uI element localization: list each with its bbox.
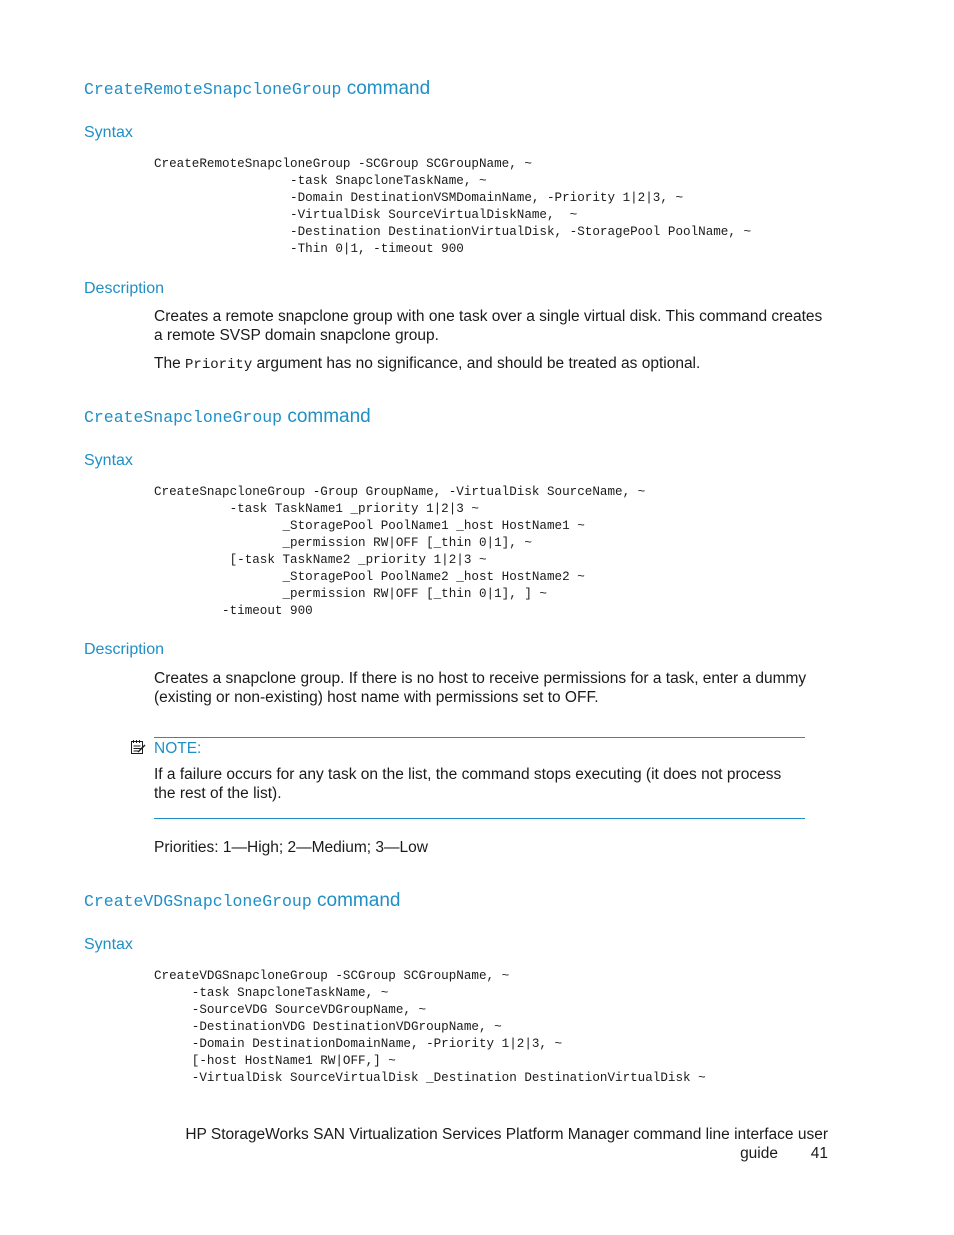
page-number: 41: [810, 1145, 828, 1162]
note-top-rule: [154, 737, 805, 738]
description-paragraph-priority: [154, 354, 826, 375]
note-bottom-rule: [154, 818, 805, 819]
text-run: argument has no significance, and should be treated as optional.: [252, 355, 701, 372]
note-label: NOTE:: [154, 740, 202, 757]
syntax-code-block: CreateRemoteSnapcloneGroup -SCGroup SCGroupName, ~ -task SnapcloneTaskName, ~ -Domain DestinationVSMDomainName, -Priority 1|2|3, ~ -VirtualDisk SourceVirtualDiskName, ~ -Destination DestinationVirtualDisk, -StoragePool PoolName, ~ -Thin 0|1, -timeout 900: [154, 157, 752, 256]
description-label: Description: [84, 280, 165, 297]
note-pad-icon: [130, 739, 146, 755]
section-heading-create-vdg-snapclone-group: [84, 890, 400, 913]
command-name: CreateVDGSnapcloneGroup: [84, 892, 312, 911]
syntax-code-block: CreateSnapcloneGroup -Group GroupName, -VirtualDisk SourceName, ~ -task TaskName1 _priority 1|2|3 ~ _StoragePool PoolName1 _host HostName1 ~ _permission RW|OFF [_thin 0|1], ~ [-task TaskName2 _priority 1|2|3 ~ _StoragePool PoolName2 _host HostName2 ~ _permission RW|OFF [_thin 0|1], ] ~ -timeout 900: [154, 485, 646, 618]
footer-title-line1: HP StorageWorks SAN Virtualization Services Platform Manager command line interface user: [185, 1126, 828, 1143]
syntax-code-block: CreateVDGSnapcloneGroup -SCGroup SCGroupName, ~ -task SnapcloneTaskName, ~ -SourceVDG SourceVDGroupName, ~ -DestinationVDG DestinationVDGroupName, ~ -Domain DestinationDomainName, -Priority 1|2|3, ~ [-host HostName1 RW|OFF,] ~ -VirtualDisk SourceVirtualDisk _Destination DestinationVirtualDisk ~: [154, 969, 706, 1085]
description-paragraph: Creates a snapclone group. If there is no host to receive permissions for a task, enter a dummy (existing or non-existing) host name with permissions set to OFF.: [154, 670, 807, 706]
syntax-label: Syntax: [84, 452, 133, 469]
heading-suffix: command: [282, 406, 371, 427]
heading-suffix: command: [341, 78, 431, 99]
command-name: CreateSnapcloneGroup: [84, 408, 283, 427]
note-text: If a failure occurs for any task on the list, the command stops executing (it does not process the rest of the list).: [154, 766, 782, 802]
section-heading-create-remote-snapclone-group: [84, 78, 430, 101]
command-name: CreateRemoteSnapcloneGroup: [84, 80, 342, 99]
syntax-label: Syntax: [84, 124, 133, 141]
text-run: The: [154, 355, 186, 372]
argument-name: Priority: [185, 357, 253, 373]
section-heading-create-snapclone-group: [84, 406, 371, 429]
syntax-label: Syntax: [84, 936, 133, 953]
footer-title-line2: guide: [740, 1145, 778, 1162]
description-paragraph: Creates a remote snapclone group with one task over a single virtual disk. This command creates a remote SVSP domain snapclone group.: [154, 308, 823, 344]
description-label: Description: [84, 641, 165, 658]
priorities-text: Priorities: 1—High; 2—Medium; 3—Low: [154, 839, 428, 856]
heading-suffix: command: [311, 890, 401, 911]
